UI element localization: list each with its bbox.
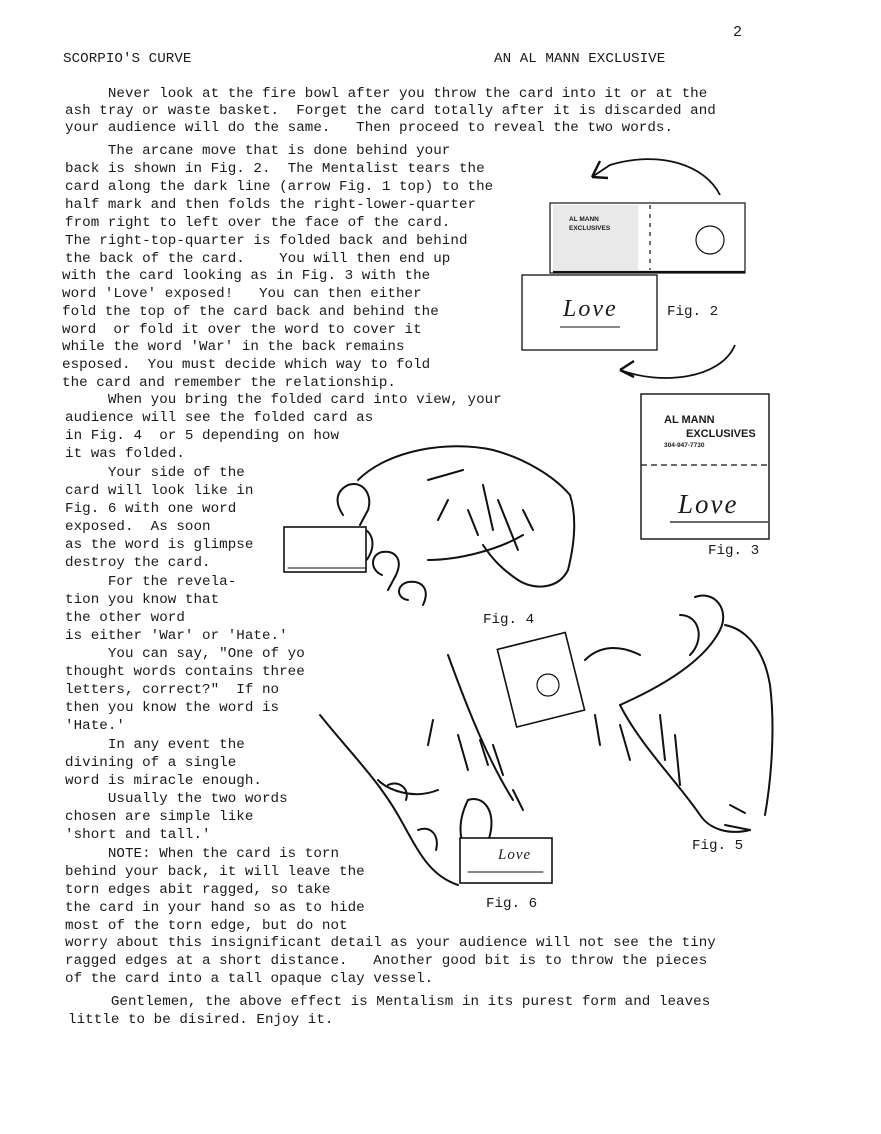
fig2-caption: Fig. 2 <box>667 304 719 320</box>
fig3-card-name-line1: AL MANN <box>664 414 715 426</box>
fig4-card <box>284 527 366 572</box>
fig2-card-name-line1: AL MANN <box>569 216 599 223</box>
para10-line: ragged edges at a short distance. Another good bit is to throw the pieces <box>65 953 708 969</box>
fig2-illustration <box>520 145 740 385</box>
para4-line: card will look like in <box>65 483 254 499</box>
para3-line: audience will see the folded card as <box>65 410 374 426</box>
para6-line: then you know the word is <box>65 700 280 716</box>
para2-line: The right-top-quarter is folded back and behind <box>65 233 468 249</box>
fig3-caption: Fig. 3 <box>708 543 760 559</box>
para3-line: it was folded. <box>65 446 185 462</box>
para3-line: When you bring the folded card into view, your <box>65 392 502 408</box>
fig2-arrow-top <box>592 159 720 195</box>
para2-line: half mark and then folds the right-lower-quarter <box>65 197 477 213</box>
fig2-card-name <box>569 215 610 233</box>
fig3-card-name-line2: EXCLUSIVES <box>686 428 756 440</box>
page-number: 2 <box>733 24 743 41</box>
para1-line: ash tray or waste basket. Forget the card totally after it is discarded and <box>65 103 716 119</box>
para5-line: the other word <box>65 610 185 626</box>
para5-line: For the revela- <box>65 574 237 590</box>
para4-line: Your side of the <box>65 465 245 481</box>
para6-line: 'Hate.' <box>65 718 125 734</box>
para7-line: word is miracle enough. <box>65 773 262 789</box>
para4-line: exposed. As soon <box>65 519 211 535</box>
para9-line: NOTE: When the card is torn <box>65 846 340 862</box>
para1-line: your audience will do the same. Then proceed to reveal the two words. <box>65 120 674 136</box>
para6-line: You can say, "One of yo <box>65 646 305 662</box>
fig2-love-word: Love <box>563 296 618 322</box>
para2-line: word 'Love' exposed! You can then either <box>62 286 422 302</box>
para10-line: of the card into a tall opaque clay vessel. <box>65 971 434 987</box>
para4-line: destroy the card. <box>65 555 211 571</box>
para2-line: esposed. You must decide which way to fold <box>62 357 431 373</box>
para7-line: divining of a single <box>65 755 237 771</box>
para7-line: In any event the <box>65 737 245 753</box>
para11-line: Gentlemen, the above effect is Mentalism in its purest form and leaves <box>68 994 711 1010</box>
para8-line: Usually the two words <box>65 791 288 807</box>
para4-line: as the word is glimpse <box>65 537 254 553</box>
para6-line: thought words contains three <box>65 664 305 680</box>
para2-line: card along the dark line (arrow Fig. 1 top) to the <box>65 179 494 195</box>
para5-line: is either 'War' or 'Hate.' <box>65 628 288 644</box>
para2-line: word or fold it over the word to cover it <box>62 322 422 338</box>
para1-line: Never look at the fire bowl after you throw the card into it or at the <box>65 86 708 102</box>
para2-line: back is shown in Fig. 2. The Mentalist tears the <box>65 161 485 177</box>
fig3-love-word: Love <box>678 489 739 519</box>
para8-line: chosen are simple like <box>65 809 254 825</box>
header-right-title: AN AL MANN EXCLUSIVE <box>494 51 666 67</box>
para4-line: Fig. 6 with one word <box>65 501 237 517</box>
para9-line: most of the torn edge, but do not <box>65 918 348 934</box>
para3-line: in Fig. 4 or 5 depending on how <box>65 428 340 444</box>
para9-line: behind your back, it will leave the <box>65 864 365 880</box>
fig5-caption: Fig. 5 <box>692 838 744 854</box>
para2-line: the card and remember the relationship. <box>62 375 396 391</box>
para9-line: torn edges abit ragged, so take <box>65 882 331 898</box>
para2-line: with the card looking as in Fig. 3 with the <box>62 268 431 284</box>
para2-line: the back of the card. You will then end up <box>65 251 451 267</box>
fig2-card-name-line2: EXCLUSIVES <box>569 225 611 232</box>
para10-line: worry about this insignificant detail as your audience will not see the tiny <box>65 935 716 951</box>
para6-line: letters, correct?" If no <box>65 682 280 698</box>
fig3-card-phone: 304-947-7730 <box>664 442 705 449</box>
header-left-title: SCORPIO'S CURVE <box>63 51 192 67</box>
fig4-caption: Fig. 4 <box>483 612 535 628</box>
para2-line: from right to left over the face of the card. <box>65 215 451 231</box>
para2-line: fold the top of the card back and behind the <box>62 304 439 320</box>
para2-line: while the word 'War' in the back remains <box>62 339 405 355</box>
para2-line: The arcane move that is done behind your <box>65 143 451 159</box>
fig6-love-word: Love <box>498 847 532 863</box>
para9-line: the card in your hand so as to hide <box>65 900 365 916</box>
para11-line: little to be disired. Enjoy it. <box>68 1012 334 1028</box>
fig6-caption: Fig. 6 <box>486 896 538 912</box>
para8-line: 'short and tall.' <box>65 827 211 843</box>
para5-line: tion you know that <box>65 592 220 608</box>
